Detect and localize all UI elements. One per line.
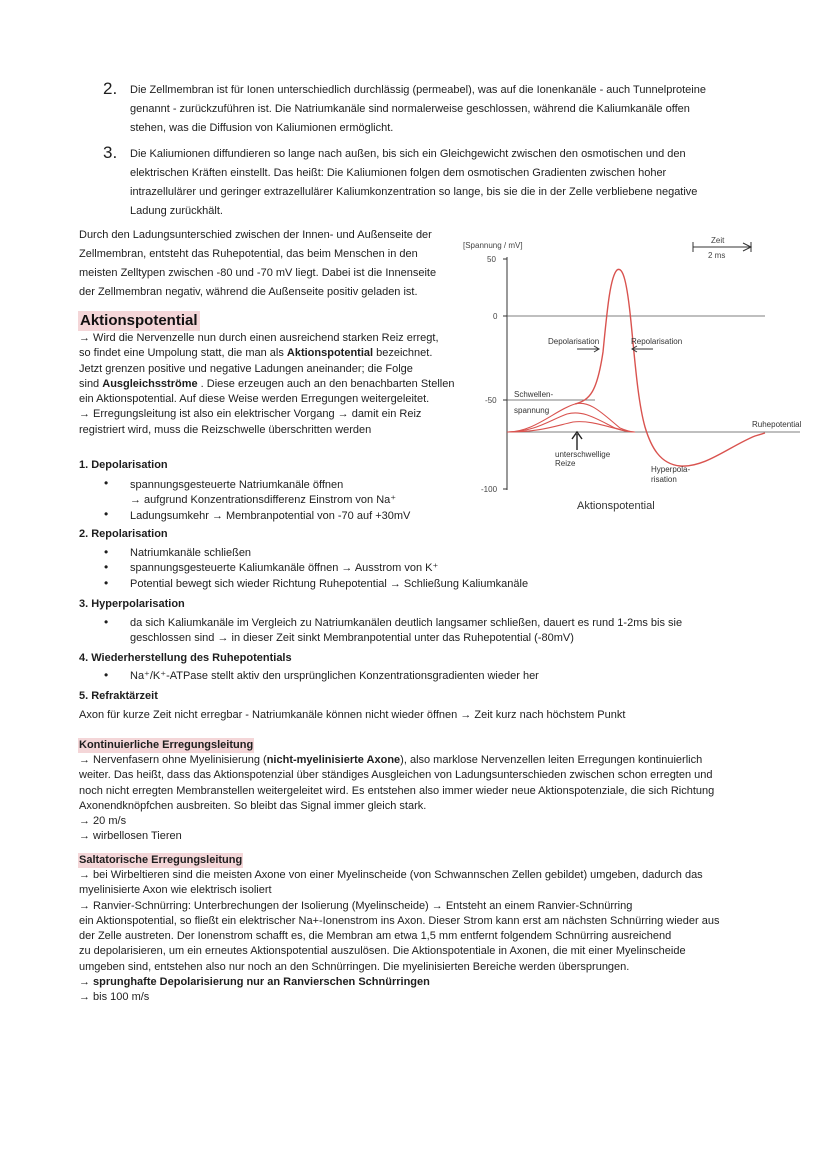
paragraph-line: → wirbellosen Tieren (79, 830, 182, 843)
list-item-3-line: elektrischen Kräften einstellt. Das heißt: Die Kaliumionen folgen dem osmotischen Gradienten zwischen hoher (130, 167, 667, 179)
tick-label-50: 50 (487, 255, 496, 264)
list-item-2-line: Die Zellmembran ist für Ionen unterschiedlich durchlässig (permeabel), was auf die Ionenkanäle - auch Tunnelproteine (130, 84, 706, 96)
list-number-3: 3. (103, 143, 118, 162)
paragraph-line (79, 346, 469, 361)
bullet: • (104, 476, 109, 490)
list-item-3-line: Ladung zurückhält. (130, 205, 223, 217)
paragraph-line: Zellmembran, entsteht das Ruhepotential, das beim Menschen in den (79, 248, 418, 260)
list-item-2 (130, 81, 770, 138)
phase-5-title: 5. Refraktärzeit (79, 690, 158, 702)
action-potential-curve (575, 269, 765, 466)
bold-term: nicht-myelinisierte Axone (266, 754, 401, 766)
paragraph-line: Durch den Ladungsunterschied zwischen der Innen- und Außenseite der (79, 229, 432, 241)
subthreshold-label-line1: unterschwellige (555, 450, 611, 459)
kontinuierlich-paragraph (79, 753, 759, 845)
list-item-3-line: Die Kaliumionen diffundieren so lange nach außen, bis sich ein Gleichgewicht zwischen den osmotischen und den (130, 148, 686, 160)
paragraph-line: → Erregungsleitung ist also ein elektrischer Vorgang → damit ein Reiz (79, 408, 422, 421)
phase-1-bullet-1: spannungsgesteuerte Natriumkanäle öffnen (130, 479, 344, 491)
tick-label-0: 0 (493, 312, 498, 321)
paragraph-line: myelinisierte Axon wie elektrisch isoliert (79, 884, 272, 897)
phase-1-bullet-2: Ladungsumkehr → Membranpotential von -70 auf +30mV (130, 510, 411, 522)
phase-5-text: Axon für kurze Zeit nicht erregbar - Natriumkanäle können nicht wieder öffnen → Zeit kurz nach höchstem Punkt (79, 709, 626, 721)
phase-3-title: 3. Hyperpolarisation (79, 598, 185, 610)
aktionspotential-paragraph (79, 331, 469, 438)
paragraph-line: → bei Wirbeltieren sind die meisten Axone von einer Myelinscheide (von Schwannschen Zellen gebildet) umgeben, dadurch das (79, 869, 703, 881)
text: bezeichnet. (373, 347, 433, 360)
tick-label-minus100: -100 (481, 485, 498, 494)
repolarisation-label: Repolarisation (631, 337, 683, 346)
paragraph-line: → sprunghafte Depolarisierung nur an Ranvierschen Schnürringen (79, 976, 430, 989)
paragraph-line (79, 377, 469, 392)
time-scale-label: 2 ms (708, 251, 726, 260)
paragraph-line: → Ranvier-Schnürring: Unterbrechungen der Isolierung (Myelinscheide) → Entsteht an einem Ranvier-Schnürring (79, 899, 633, 912)
paragraph-line: umgeben sind, entstehen also nur noch an den Schnürringen. Die myelinisierten Bereiche werden übersprungen. (79, 960, 630, 973)
depol-arrow-icon (577, 346, 599, 352)
paragraph-line: ein Aktionspotential. Auf diese Weise werden Erregungen weitergeleitet. (79, 393, 430, 406)
phase-3-bullet-1: da sich Kaliumkanäle im Vergleich zu Natriumkanälen deutlich langsamer schließen, dauert es rund 1-2ms bis sie (130, 617, 683, 629)
threshold-label-line2: spannung (514, 406, 550, 415)
text: . Diese erzeugen auch an den benachbarten Stellen (197, 377, 455, 390)
bullet: • (104, 507, 109, 521)
hyperpolarisation-label-line2: risation (651, 475, 677, 484)
paragraph-line: ein Aktionspotential, so fließt ein elektrischer Na+-Ionenstrom ins Axon. Dieser Strom kann erst am nächsten Schnürring wieder aus (79, 914, 720, 927)
action-potential-diagram (455, 232, 815, 522)
aktionspotential-heading: Aktionspotential (80, 312, 198, 329)
phase-2-bullet-2: spannungsgesteuerte Kaliumkanäle öffnen → Ausstrom von K⁺ (130, 562, 439, 574)
list-number-2: 2. (103, 79, 118, 98)
bullet: • (104, 668, 109, 682)
paragraph-line: registriert wird, muss die Reizschwelle überschritten werden (79, 423, 372, 436)
subthreshold-label-line2: Reize (555, 459, 576, 468)
paragraph-line: → 20 m/s (79, 815, 127, 828)
text: → Nervenfasern ohne Myelinisierung ( (79, 754, 267, 766)
paragraph-line: der Zellmembran negativ, während die Außenseite positiv geladen ist. (79, 286, 418, 298)
bullet: • (104, 560, 109, 574)
paragraph-line: → Wird die Nervenzelle nun durch einen ausreichend starken Reiz erregt, (79, 332, 439, 344)
bullet: • (104, 615, 109, 629)
saltatorisch-heading: Saltatorische Erregungsleitung (79, 854, 243, 866)
ruhepotential-paragraph (79, 226, 459, 302)
phase-4-bullet-1: Na⁺/K⁺-ATPase stellt aktiv den ursprünglichen Konzentrationsgradienten wieder her (130, 670, 539, 682)
paragraph-line: → bis 100 m/s (79, 991, 150, 1004)
phase-1-title: 1. Depolarisation (79, 459, 168, 471)
tick-label-minus50: -50 (485, 396, 497, 405)
saltatorisch-paragraph (79, 868, 759, 1006)
paragraph-line: noch nicht erregten Membranstellen weitergeleitet wird. Es entstehen also immer wieder neue Aktionspotenziale, die sich Richtung (79, 784, 715, 797)
time-label: Zeit (711, 236, 725, 245)
paragraph-line (79, 753, 759, 768)
diagram-caption: Aktionspotential (577, 500, 655, 512)
text: so findet eine Umpolung statt, die man als (79, 347, 287, 360)
repol-arrow-icon (632, 346, 653, 352)
y-axis-label: [Spannung / mV] (463, 241, 523, 250)
phase-2-bullet-1: Natriumkanäle schließen (130, 547, 252, 559)
paragraph-line: weiter. Das heißt, dass das Aktionspotenzial über ständiges Ausgleichen von Ladungsunterschieden zwischen schon erregten und (79, 769, 713, 782)
bold-term: Aktionspotential (286, 347, 374, 360)
phase-1-bullet-1b: → aufgrund Konzentrationsdifferenz Einstrom von Na⁺ (130, 494, 397, 506)
phase-2-title: 2. Repolarisation (79, 528, 168, 540)
paragraph-line: Axonendknöpfchen ausbreiten. So bleibt das Signal immer gleich stark. (79, 799, 427, 812)
kontinuierlich-heading: Kontinuierliche Erregungsleitung (79, 739, 254, 751)
paragraph-line: zu depolarisieren, um ein erneutes Aktionspotential auszulösen. Die Aktionspotentiale in Axonen, die mit einer Myelinscheide (79, 945, 686, 958)
text: sind (79, 377, 103, 390)
paragraph-line: Jetzt grenzen positive und negative Ladungen aneinander; die Folge (79, 362, 413, 375)
stimulus-arrow-icon (572, 432, 582, 450)
bullet: • (104, 545, 109, 559)
paragraph-line: der Zelle austreten. Der Ionenstrom schafft es, die Membran am etwa 1,5 mm entfernt folgendem Schnürring ausreichend (79, 930, 672, 943)
list-item-3-line: intrazellulärer und geringer extrazellulärer Kaliumkonzentration so lange, bis sie die in der Zelle verbliebene negative (130, 186, 698, 198)
bold-term: Ausgleichsströme (102, 377, 198, 390)
threshold-label-line1: Schwellen- (514, 390, 554, 399)
phase-2-bullet-3: Potential bewegt sich wieder Richtung Ruhepotential → Schließung Kaliumkanäle (130, 578, 529, 590)
list-item-2-line: stehen, was die Diffusion von Kaliumionen ermöglicht. (130, 122, 394, 134)
text: ), also marklose Nervenzellen leiten Erregungen kontinuierlich (400, 754, 703, 766)
hyperpolarisation-label-line1: Hyperpola- (651, 465, 691, 474)
depolarisation-label: Depolarisation (548, 337, 600, 346)
list-item-2-line: genannt - zurückzuführen ist. Die Natriumkanäle sind normalerweise geschlossen, während die Kaliumkanäle offen (130, 103, 690, 115)
phase-4-title: 4. Wiederherstellung des Ruhepotentials (79, 652, 292, 664)
bullet: • (104, 576, 109, 590)
phase-3-bullet-1b: geschlossen sind → in dieser Zeit sinkt Membranpotential unter das Ruhepotential (-80mV) (130, 632, 574, 644)
list-item-3 (130, 145, 770, 221)
resting-label: Ruhepotential (752, 420, 802, 429)
paragraph-line: meisten Zelltypen zwischen -80 und -70 mV liegt. Dabei ist die Innenseite (79, 267, 437, 279)
